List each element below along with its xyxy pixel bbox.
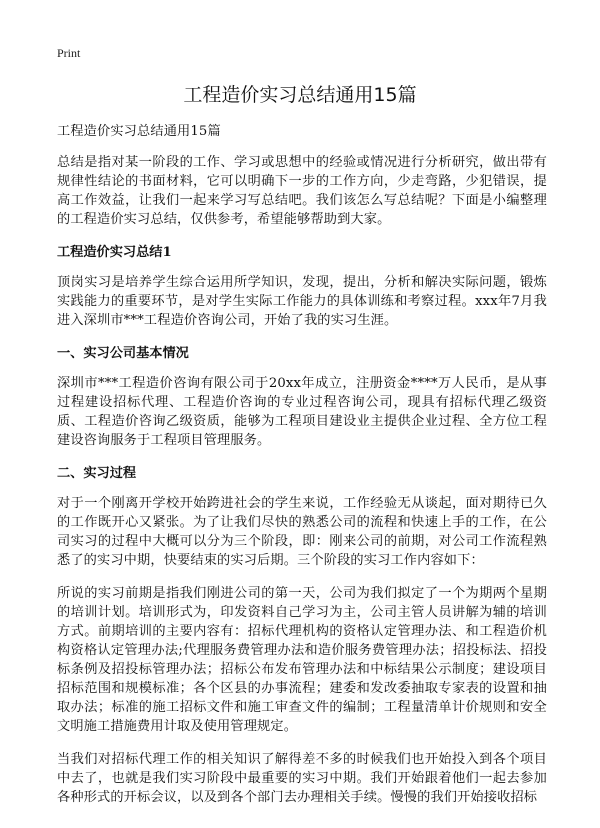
paragraph-mid-stage: 当我们对招标代理工作的相关知识了解得差不多的时候我们也开始投入到各个项目中去了，也就是我们实习阶段中最重要的实习中期。我们开始跟着他们一起去参加各种形式的开标会议，以及到各个部门去办理相关手续。慢慢的我们开始接收招标 [57,752,547,805]
article-subtitle: 工程造价实习总结通用15篇 [57,124,221,139]
paragraph-internship-intro: 顶岗实习是培养学生综合运用所学知识，发现，提出，分析和解决实际问题，锻炼实践能力的重要环节，是对学生实际工作能力的具体训练和考察过程。xxx年7月我进入深圳市***工程造价咨询公司，开始了我的实习生涯。 [57,275,547,328]
intro-paragraph: 总结是指对某一阶段的工作、学习或思想中的经验或情况进行分析研究，做出带有规律性结论的书面材料，它可以明确下一步的工作方向，少走弯路，少犯错误，提高工作效益，让我们一起来学习写总结吧。我们该怎么写总结呢？下面是小编整理的工程造价实习总结，仅供参考，希望能够帮助到大家。 [57,155,547,227]
print-link[interactable]: Print [57,46,81,60]
section-heading-summary-1: 工程造价实习总结1 [57,245,172,260]
page-title: 工程造价实习总结通用15篇 [183,84,417,106]
paragraph-early-stage: 所说的实习前期是指我们刚进公司的第一天，公司为我们拟定了一个为期两个星期的培训计划。培训形式为，印发资料自己学习为主，公司主管人员讲解为辅的培训方式。前期培训的主要内容有：招标代理机构的资格认定管理办法、和工程造价机构资格认定管理办法;代理服务费管理办法和造价服务费管理办法；招投标法、招投标条例及招投标管理办法；招标公布发布管理办法和中标结果公示制度；建设项目招标范围和规模标准；各个区县的办事流程；建委和发改委抽取专家表的设置和抽取办法；标准的施工招标文件和施工审查文件的编制；工程量清单计价规则和安全文明施工措施费用计取及使用管理规定。 [57,586,547,734]
section-heading-company-info: 一、实习公司基本情况 [57,346,189,361]
paragraph-company-info: 深圳市***工程造价咨询有限公司于20xx年成立，注册资金****万人民币，是从事过程建设招标代理、工程造价咨询的专业过程咨询公司，现具有招标代理乙级资质、工程造价咨询乙级资质，能够为工程项目建设业主提供企业过程、全方位工程建设咨询服务于工程项目管理服务。 [57,376,547,448]
section-heading-internship-process: 二、实习过程 [57,466,137,481]
article-body [57,122,547,826]
paragraph-process-overview: 对于一个刚离开学校开始跨进社会的学生来说，工作经验无从谈起，面对期待已久的工作既开心又紧张。为了让我们尽快的熟悉公司的流程和快速上手的工作，在公司实习的过程中大概可以分为三个阶段，即：刚来公司的前期，对公司工作流程熟悉了的实习中期，快要结束的实习后期。三个阶段的实习工作内容如下： [57,496,547,568]
